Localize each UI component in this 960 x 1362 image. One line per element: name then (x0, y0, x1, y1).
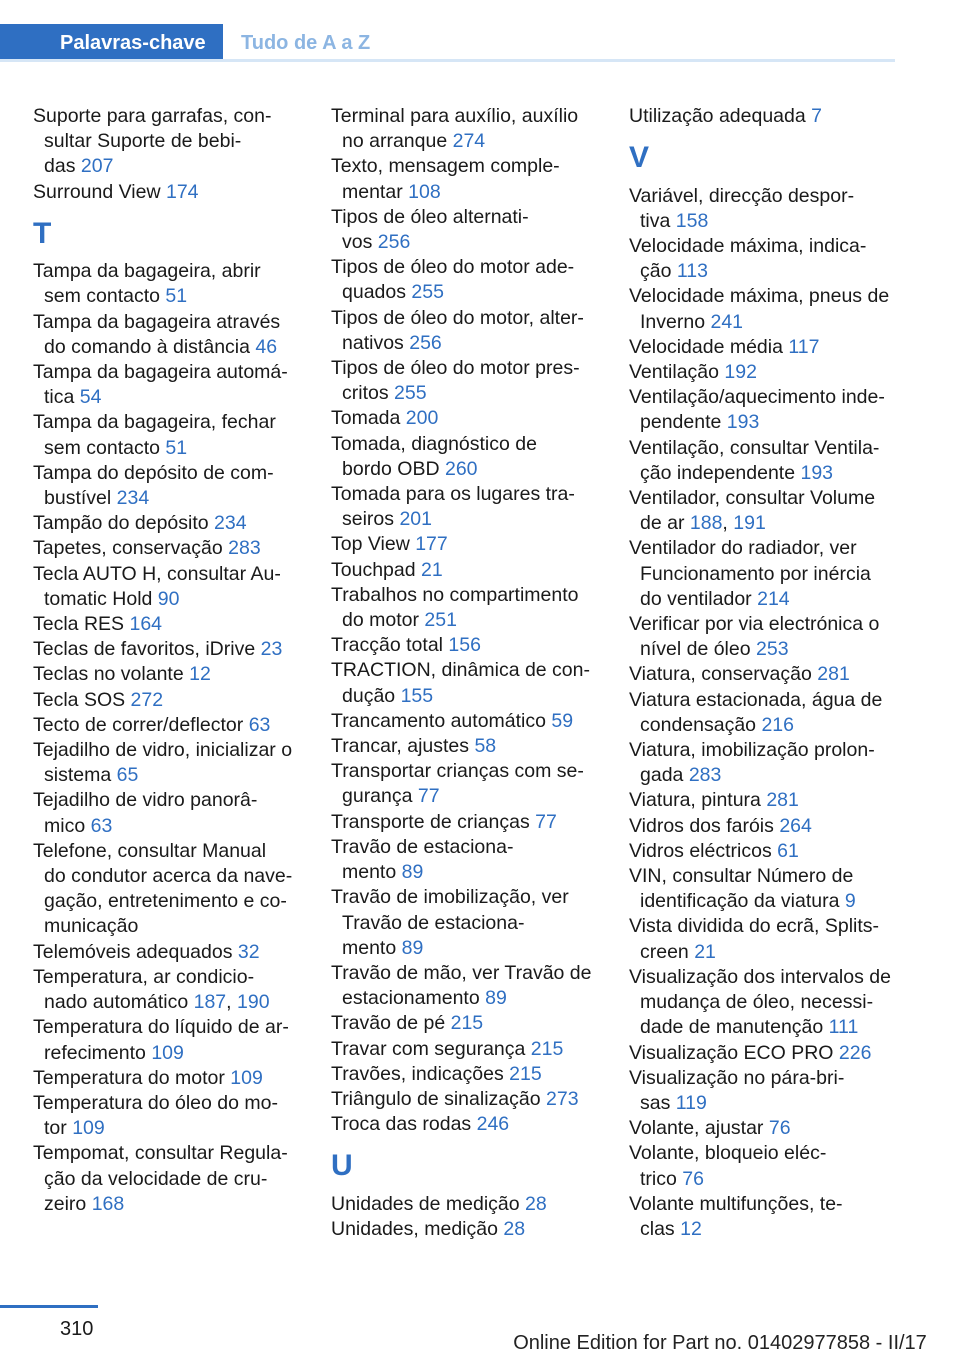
index-entry: Volante multifunções, te‐ clas 12 (629, 1192, 843, 1240)
index-entry: Telemóveis adequados 32 (33, 940, 260, 963)
page-reference-link[interactable]: 283 (228, 537, 261, 560)
page-reference-link[interactable]: 200 (405, 407, 439, 430)
index-entry: Touchpad 21 (331, 558, 443, 581)
footer-rule (0, 1305, 98, 1308)
page-reference-link[interactable]: 215 (450, 1012, 484, 1035)
page-reference-link[interactable]: 251 (424, 609, 457, 632)
index-entry: Tapetes, conservação 283 (33, 537, 261, 560)
index-entry: Velocidade média 117 (629, 335, 820, 358)
index-entry: Volante, ajustar 76 (629, 1117, 791, 1140)
edition-note: Online Edition for Part no. 01402977858 - II/17 (513, 1332, 927, 1354)
page-reference-link[interactable]: 108 (408, 180, 441, 203)
index-entry: Teclas de favoritos, iDrive 23 (33, 638, 283, 661)
tab-underline (0, 59, 895, 62)
page-reference-link[interactable]: 21 (694, 940, 716, 963)
index-letter-heading: U (331, 1149, 353, 1183)
index-entry: Triângulo de sinalização 273 (331, 1087, 579, 1110)
index-entry: Tomada, diagnóstico de bordo OBD 260 (331, 432, 537, 480)
page-reference-link[interactable]: 255 (411, 281, 444, 304)
page-reference-link[interactable]: 215 (509, 1062, 542, 1085)
index-entry: Tomada 200 (331, 407, 439, 430)
page-reference-link[interactable]: 63 (248, 713, 271, 736)
page-reference-link[interactable]: 281 (817, 663, 850, 686)
index-entry: Tampa da bagageira, fechar sem contacto 51 (33, 411, 276, 459)
page-reference-link[interactable]: 177 (415, 533, 448, 556)
index-entry: Viatura, imobilização prolon‐ gada 283 (629, 739, 875, 787)
page-reference-link[interactable]: 241 (710, 310, 744, 333)
page-reference-link[interactable]: 201 (399, 508, 432, 531)
page-reference-link[interactable]: 109 (230, 1066, 263, 1089)
index-entry: Tecto de correr/deflector 63 (33, 713, 271, 736)
page-reference-link[interactable]: 188 (689, 512, 723, 535)
index-entry: Trancar, ajustes 58 (331, 735, 497, 758)
index-entry: Visualização no pára-bri‐ sas 119 (629, 1066, 845, 1114)
index-entry: Temperatura do líquido de ar‐ refecimento 109 (33, 1016, 289, 1064)
page-reference-link[interactable]: 281 (766, 789, 799, 812)
page-reference-link[interactable]: 158 (675, 209, 709, 232)
page-reference-link[interactable]: 32 (237, 940, 260, 963)
page-reference-link[interactable]: 76 (768, 1117, 791, 1140)
page-reference-link[interactable]: 21 (421, 558, 443, 581)
index-entry: Tipos de óleo do motor, alter‐ nativos 256 (331, 306, 584, 354)
page-reference-link[interactable]: 51 (165, 285, 188, 308)
index-entry: Top View 177 (331, 533, 448, 556)
index-entry: Trabalhos no compartimento do motor 251 (331, 583, 579, 632)
index-entry: Travão de estaciona‐ mento 89 (331, 835, 514, 884)
index-entry: Volante, bloqueio eléc‐ trico 76 (629, 1142, 827, 1190)
page-reference-link[interactable]: 89 (401, 936, 424, 959)
page-reference-link[interactable]: 89 (485, 987, 507, 1010)
page-reference-link[interactable]: 234 (116, 487, 150, 510)
page-reference-link[interactable]: 256 (409, 331, 442, 354)
index-entry: Travar com segurança 215 (331, 1037, 564, 1060)
page-reference-link[interactable]: 9 (844, 890, 856, 913)
index-entry: Unidades, medição 28 (331, 1217, 526, 1240)
page-reference-link[interactable]: 89 (401, 861, 424, 884)
index-entry: Vidros eléctricos 61 (629, 839, 799, 862)
index-entry: Visualização dos intervalos de mudança de óleo, necessi‐ dade de manutenção 111 (629, 965, 891, 1039)
page-reference-link[interactable]: 256 (377, 231, 411, 254)
index-entry: Vista dividida do ecrã, Splits‐ creen 21 (629, 915, 880, 963)
index-entry: Tomada para os lugares tra‐ seiros 201 (331, 483, 575, 531)
index-entry: Tampão do depósito 234 (33, 512, 247, 535)
page-reference-link[interactable]: 28 (525, 1192, 547, 1215)
index-entry: Ventilação/aquecimento inde‐ pendente 193 (629, 386, 885, 434)
index-entry: Tecla RES 164 (33, 613, 163, 636)
page-reference-link[interactable]: 193 (800, 461, 834, 484)
page-reference-link[interactable]: 192 (724, 361, 757, 384)
index-entry: Troca das rodas 246 (331, 1113, 510, 1136)
page-reference-link[interactable]: 216 (761, 713, 794, 736)
index-entry: Utilização adequada 7 (629, 105, 822, 127)
index-entry: Travão de mão, ver Travão de estacionamento 89 (331, 961, 592, 1010)
page-reference-link[interactable]: 260 (444, 457, 478, 480)
index-entry: Tejadilho de vidro, inicializar o sistema 65 (33, 739, 293, 787)
page-reference-link[interactable]: 234 (214, 512, 247, 535)
page-reference-link[interactable]: 109 (151, 1041, 184, 1064)
page-reference-link[interactable]: 207 (80, 155, 114, 178)
index-entry: Tampa da bagageira através do comando à distância 46 (33, 310, 281, 358)
page-reference-link[interactable]: 226 (838, 1041, 872, 1064)
page-reference-link[interactable]: 46 (255, 335, 278, 358)
index-entry: Terminal para auxílio, auxílio no arranque 274 (331, 105, 579, 153)
tab-tudo-de-a-a-z[interactable]: Tudo de A a Z (241, 32, 371, 54)
index-entry: Travão de pé 215 (331, 1012, 484, 1035)
index-entry: Transporte de crianças 77 (331, 810, 557, 833)
page-number: 310 (60, 1318, 94, 1340)
page-reference-link[interactable]: 253 (756, 638, 789, 661)
page-reference-link[interactable]: 61 (777, 839, 799, 862)
index-entry: Velocidade máxima, pneus de Inverno 241 (629, 285, 890, 333)
page-reference-link[interactable]: 272 (130, 688, 164, 711)
page-reference-link[interactable]: 156 (448, 634, 481, 657)
page-reference-link[interactable]: 246 (476, 1113, 510, 1136)
page-reference-link[interactable]: 214 (757, 587, 790, 610)
index-entry: Suporte para garrafas, con‐ sultar Suporte de bebi‐ das 207 (33, 105, 272, 178)
index-column-1 (33, 104, 303, 1217)
page-reference-link[interactable]: 117 (788, 335, 820, 358)
page-reference-link[interactable]: 215 (530, 1037, 564, 1060)
page-reference-link[interactable]: 77 (417, 785, 440, 808)
index-entry: Tampa da bagageira, abrir sem contacto 51 (33, 260, 261, 308)
page-reference-link[interactable]: 255 (394, 382, 427, 405)
index-entry: Tracção total 156 (331, 634, 481, 657)
index-letter-heading: T (33, 216, 52, 250)
index-entry: Temperatura, ar condicio‐ nado automático 187, 190 (33, 965, 270, 1014)
page-reference-link[interactable]: 190 (237, 991, 270, 1014)
index-entry: Tampa do depósito de com‐ bustível 234 (33, 461, 274, 510)
index-entry: Ventilação 192 (629, 361, 757, 384)
tab-palavras-chave[interactable]: Palavras-chave (0, 24, 223, 62)
page-reference-link[interactable]: 191 (733, 512, 766, 535)
index-entry: Visualização ECO PRO 226 (629, 1041, 872, 1064)
index-entry: Unidades de medição 28 (331, 1192, 547, 1215)
page-reference-link[interactable]: 273 (546, 1087, 579, 1110)
page-reference-link[interactable]: 59 (551, 709, 574, 732)
index-entry: Velocidade máxima, indica‐ ção 113 (629, 235, 867, 283)
index-entry: TRACTION, dinâmica de con‐ dução 155 (331, 659, 590, 707)
index-entry: Surround View 174 (33, 180, 199, 203)
page-reference-link[interactable]: 274 (452, 130, 486, 153)
index-entry: Tipos de óleo do motor ade‐ quados 255 (331, 256, 575, 304)
page-reference-link[interactable]: 54 (79, 386, 102, 409)
page-reference-link[interactable]: 164 (129, 613, 163, 636)
index-entry: Temperatura do motor 109 (33, 1066, 263, 1089)
index-entry: Texto, mensagem comple‐ mentar 108 (331, 155, 560, 203)
page-reference-link[interactable]: 12 (680, 1217, 702, 1240)
index-entry: Viatura, pintura 281 (629, 789, 799, 812)
index-entry: Teclas no volante 12 (33, 663, 211, 686)
header-tabs (0, 24, 895, 62)
index-entry: Tampa da bagageira automá‐ tica 54 (33, 361, 288, 409)
page-reference-link[interactable]: 7 (811, 105, 822, 127)
index-entry: Variável, direcção despor‐ tiva 158 (629, 184, 855, 232)
page-reference-link[interactable]: 65 (116, 764, 139, 787)
page-reference-link[interactable]: 58 (474, 735, 497, 758)
page-reference-link[interactable]: 174 (165, 180, 199, 203)
index-entry: Viatura, conservação 281 (629, 663, 850, 686)
index-entry: Ventilador do radiador, ver Funcionamento por inércia do ventilador 214 (629, 537, 871, 610)
page-reference-link[interactable]: 12 (189, 663, 211, 686)
page-reference-link[interactable]: 28 (503, 1217, 526, 1240)
page-reference-link[interactable]: 63 (90, 814, 113, 837)
index-entry: Verificar por via electrónica o nível de óleo 253 (629, 613, 880, 661)
index-entry: Tecla SOS 272 (33, 688, 164, 711)
page-reference-link[interactable]: 90 (157, 587, 180, 610)
page-reference-link[interactable]: 119 (675, 1091, 707, 1114)
page-reference-link[interactable]: 155 (400, 684, 434, 707)
index-entry: Travão de imobilização, ver Travão de estaciona‐ mento 89 (331, 886, 569, 959)
page-reference-link[interactable]: 77 (535, 810, 557, 833)
index-entry: Tecla AUTO H, consultar Au‐ tomatic Hold 90 (33, 562, 281, 610)
index-entry: Transportar crianças com se‐ gurança 77 (331, 760, 584, 808)
page-reference-link[interactable]: 111 (828, 1016, 859, 1039)
index-entry: Ventilador, consultar Volume de ar 188, 191 (629, 487, 876, 535)
index-column-2 (331, 104, 601, 1242)
index-entry: Temperatura do óleo do mo‐ tor 109 (33, 1091, 278, 1140)
index-entry: Vidros dos faróis 264 (629, 814, 812, 837)
page-reference-link[interactable]: 283 (688, 764, 722, 787)
index-column-3 (629, 104, 899, 1242)
index-entry: Tipos de óleo alternati‐ vos 256 (331, 205, 529, 254)
index-entry: Trancamento automático 59 (331, 709, 574, 732)
page-reference-link[interactable]: 113 (676, 260, 708, 283)
index-entry: Telefone, consultar Manual do condutor acerca da nave‐ gação, entretenimento e co‐ municação (33, 839, 293, 938)
index-entry: Travões, indicações 215 (331, 1062, 542, 1085)
index-entry: Ventilação, consultar Ventila‐ ção independente 193 (629, 436, 880, 484)
page-reference-link[interactable]: 23 (260, 638, 283, 661)
page-reference-link[interactable]: 109 (72, 1117, 105, 1140)
page-reference-link[interactable]: 187 (193, 991, 227, 1014)
index-letter-heading: V (629, 141, 650, 175)
page-reference-link[interactable]: 193 (726, 411, 760, 434)
index-entry: Tempomat, consultar Regula‐ ção da velocidade de cru‐ zeiro 168 (33, 1142, 288, 1215)
page-reference-link[interactable]: 76 (682, 1167, 704, 1190)
page-reference-link[interactable]: 264 (779, 814, 812, 837)
index-entry: Tipos de óleo do motor pres‐ critos 255 (331, 357, 580, 405)
index-entry: VIN, consultar Número de identificação da viatura 9 (629, 865, 856, 913)
page-reference-link[interactable]: 168 (91, 1192, 125, 1215)
page-reference-link[interactable]: 51 (165, 436, 188, 459)
index-entry: Tejadilho de vidro panorâ‐ mico 63 (33, 789, 258, 837)
index-entry: Viatura estacionada, água de condensação 216 (629, 688, 883, 736)
